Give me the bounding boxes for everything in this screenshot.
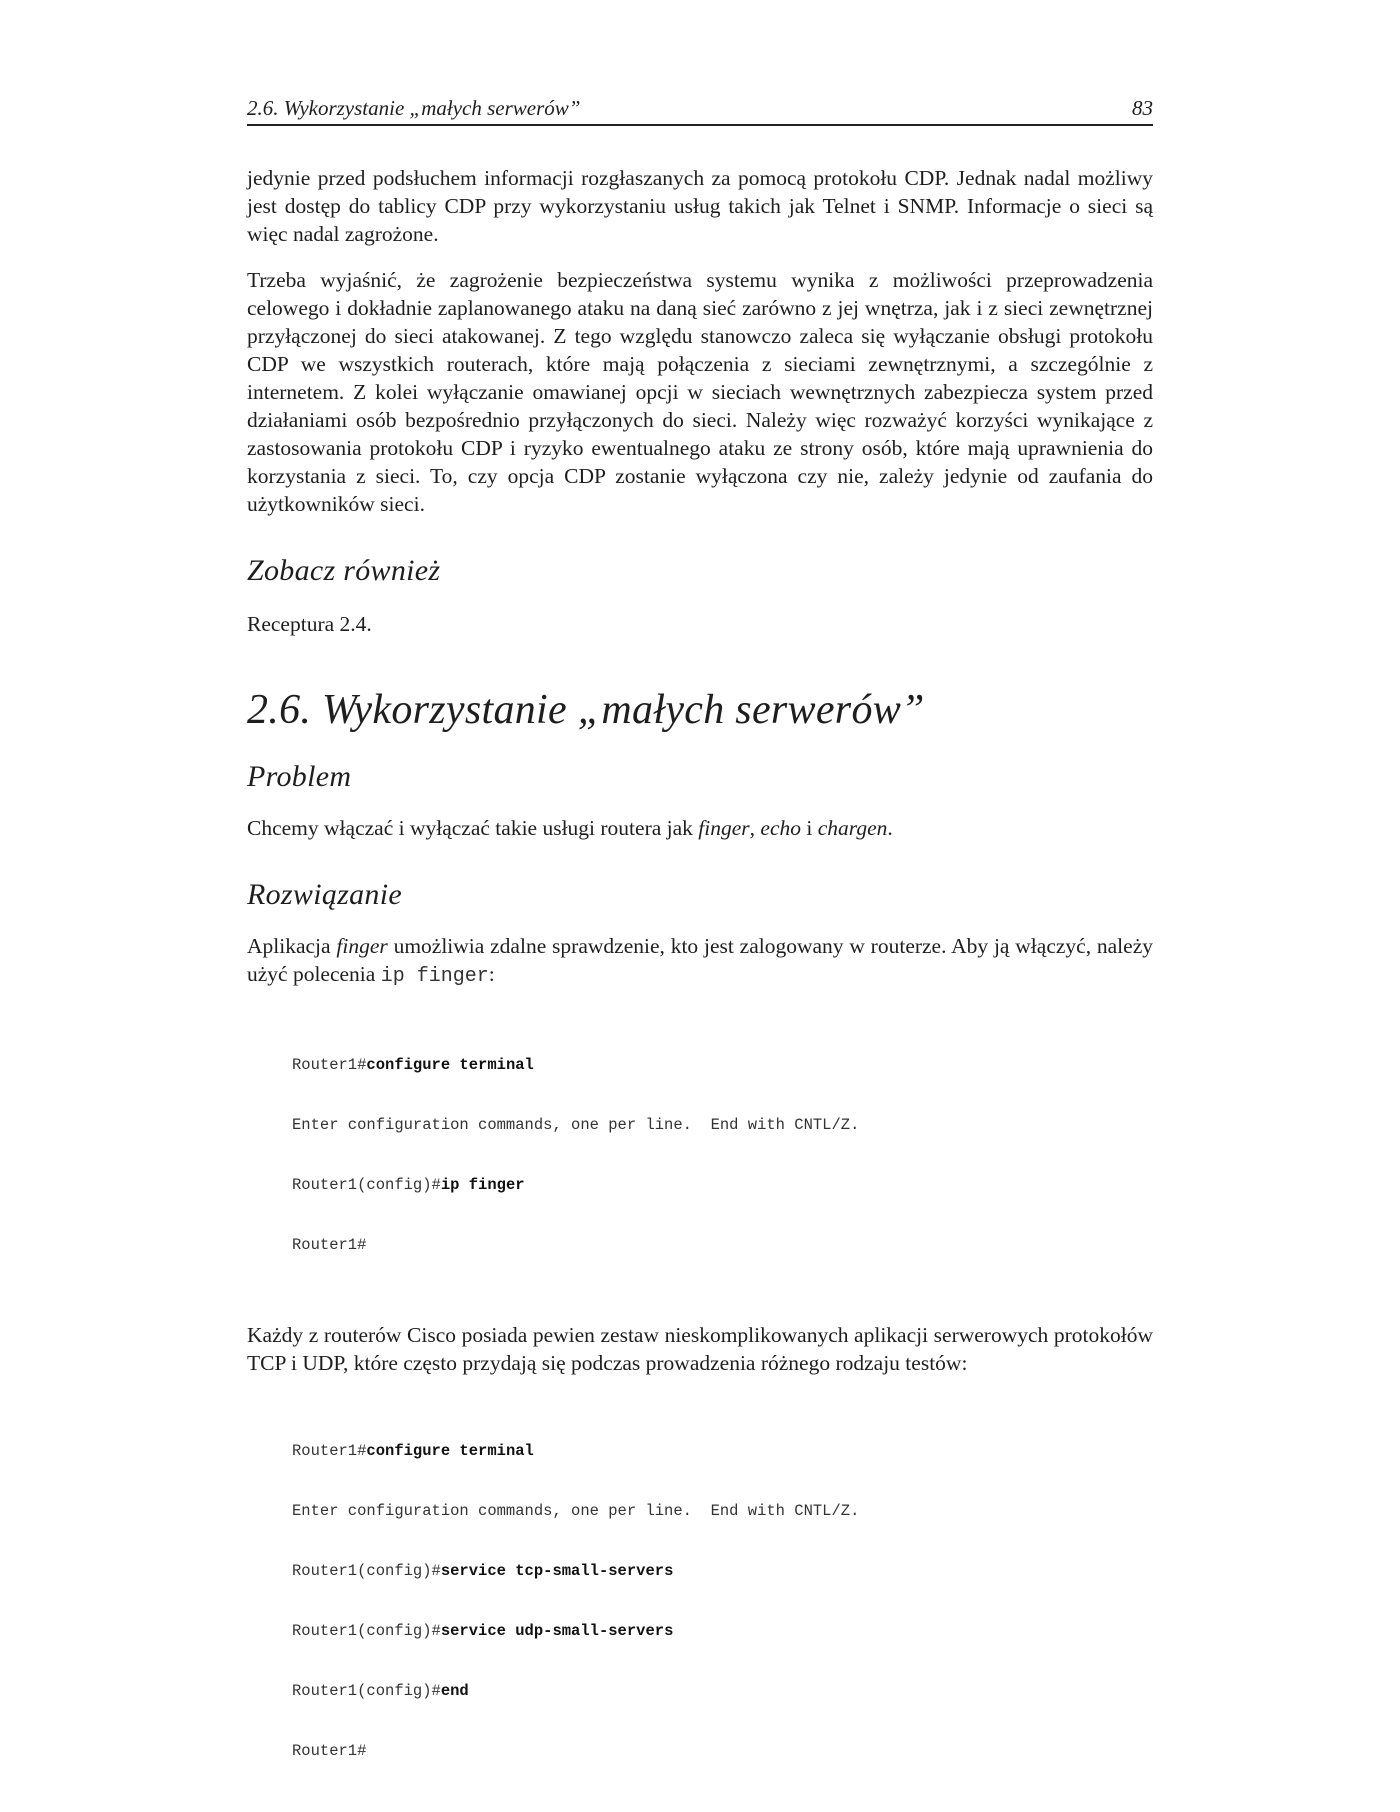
- solution-text: [247, 932, 1153, 991]
- code-prompt: Router1#: [292, 1236, 367, 1254]
- term-finger-solution: finger: [336, 934, 388, 958]
- code-command: service udp-small-servers: [440, 1622, 674, 1640]
- code-prompt: Router1(config)#: [292, 1562, 441, 1580]
- term-chargen: chargen: [817, 816, 888, 840]
- term-finger: finger: [698, 816, 750, 840]
- problem-text-c: i: [801, 816, 818, 840]
- problem-heading: Problem: [247, 760, 352, 793]
- page-number: 83: [1132, 96, 1153, 120]
- term-echo: echo: [760, 816, 801, 840]
- running-title: 2.6. Wykorzystanie „małych serwerów”: [247, 96, 581, 120]
- code-prompt: Router1#: [292, 1442, 367, 1460]
- code-command: ip finger: [440, 1176, 525, 1194]
- code-block-finger: [292, 1015, 1153, 1295]
- code-command: configure terminal: [366, 1056, 534, 1074]
- code-line: [292, 1681, 1153, 1701]
- solution-heading: Rozwiązanie: [247, 878, 402, 911]
- code-block-small-servers: [292, 1401, 1153, 1801]
- book-page: [247, 96, 1153, 1801]
- solution-text-a: Aplikacja: [247, 934, 337, 958]
- code-line: [292, 1561, 1153, 1581]
- code-line: [292, 1741, 1153, 1761]
- code-prompt: Router1(config)#: [292, 1682, 441, 1700]
- code-line: [292, 1501, 1153, 1521]
- running-header: [247, 96, 1153, 126]
- solution-text-c: :: [488, 962, 495, 986]
- problem-text-b: ,: [749, 816, 761, 840]
- paragraph-small-servers: Każdy z routerów Cisco posiada pewien zestaw nieskomplikowanych aplikacji serwerowych protokołów TCP i UDP, które często przydają się podczas prowadzenia różnego rodzaju testów:: [247, 1323, 1153, 1375]
- problem-text-a: Chcemy włączać i wyłączać takie usługi routera jak: [247, 816, 699, 840]
- see-also-text: Receptura 2.4.: [247, 612, 372, 636]
- code-line: [292, 1175, 1153, 1195]
- code-prompt: Enter configuration commands, one per line. End with CNTL/Z.: [292, 1502, 860, 1520]
- problem-text-d: .: [887, 816, 893, 840]
- code-prompt: Router1(config)#: [292, 1622, 441, 1640]
- solution-text-b: umożliwia zdalne sprawdzenie, kto jest zalogowany w routerze. Aby ją włączyć, należy użyć polecenia: [247, 934, 1153, 986]
- code-line: [292, 1055, 1153, 1075]
- paragraph-cdp-continuation: jedynie przed podsłuchem informacji rozgłaszanych za pomocą protokołu CDP. Jednak nadal możliwy jest dostęp do tablicy CDP przy wykorzystaniu usług takich jak Telnet i SNMP. Informacje o sieci są więc nadal zagrożone.: [247, 166, 1153, 246]
- code-line: [292, 1235, 1153, 1255]
- problem-text: [247, 814, 1153, 842]
- inline-command: ip finger: [380, 965, 489, 988]
- paragraph-security-threat: Trzeba wyjaśnić, że zagrożenie bezpieczeństwa systemu wynika z możliwości przeprowadzenia celowego i dokładnie zaplanowanego ataku na daną sieć zarówno z jej wnętrza, jak i z sieci zewnętrznej przyłączonej do sieci atakowanej. Z tego względu stanowczo zaleca się wyłączanie obsługi protokołu CDP we wszystkich routerach, które mają połączenia z sieciami zewnętrznymi, a szczególnie z internetem. Z kolei wyłączanie omawianej opcji w sieciach wewnętrznych zabezpiecza system przed działaniami osób bezpośrednio przyłączonych do sieci. Należy więc rozważyć korzyści wynikające z zastosowania protokołu CDP i ryzyko ewentualnego ataku ze strony osób, które mają uprawnienia do korzystania z sieci. To, czy opcja CDP zostanie wyłączona czy nie, zależy jedynie od zaufania do użytkowników sieci.: [247, 268, 1153, 516]
- code-line: [292, 1441, 1153, 1461]
- see-also-heading: Zobacz również: [247, 554, 441, 587]
- code-command: service tcp-small-servers: [440, 1562, 674, 1580]
- section-title: 2.6. Wykorzystanie „małych serwerów”: [247, 687, 925, 733]
- code-prompt: Router1#: [292, 1056, 367, 1074]
- code-command: end: [440, 1682, 469, 1700]
- code-prompt: Router1#: [292, 1742, 367, 1760]
- code-line: [292, 1115, 1153, 1135]
- code-command: configure terminal: [366, 1442, 534, 1460]
- code-prompt: Router1(config)#: [292, 1176, 441, 1194]
- code-line: [292, 1621, 1153, 1641]
- code-prompt: Enter configuration commands, one per line. End with CNTL/Z.: [292, 1116, 860, 1134]
